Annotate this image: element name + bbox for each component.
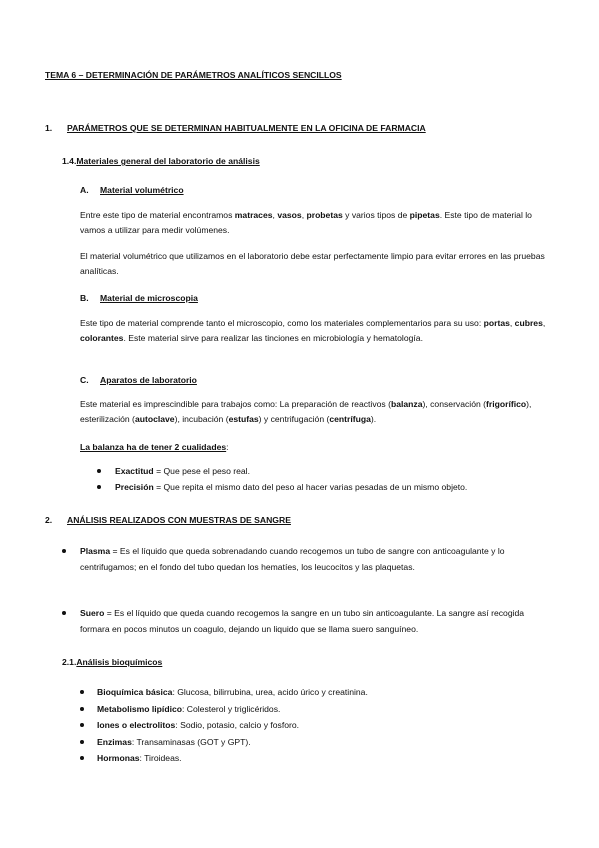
bold-text: cubres: [514, 318, 543, 328]
text: ), conservación (: [422, 399, 487, 409]
bold-text: colorantes: [80, 332, 124, 343]
bullet-icon: [97, 469, 101, 473]
item-a-title: Material volumétrico: [100, 185, 184, 195]
bold-text: portas: [483, 318, 510, 328]
plasma-definition: [80, 544, 545, 575]
section-2-title: ANÁLISIS REALIZADOS CON MUESTRAS DE SANGRE: [67, 515, 291, 525]
item-b-letter: B.: [80, 293, 89, 303]
balanza-heading-colon: :: [226, 442, 229, 452]
item-b-heading: [80, 293, 198, 304]
bullet-icon: [80, 707, 84, 711]
list-item-text: : Sodio, potasio, calcio y fosforo.: [175, 720, 300, 730]
text: ).: [370, 413, 377, 424]
bold-text: frigorífico: [486, 399, 527, 409]
bold-text: vasos: [277, 210, 302, 220]
list-item-text: : Glucosa, bilirrubina, urea, acido úrico y creatinina.: [172, 687, 368, 697]
text: ,: [542, 318, 546, 328]
section-1-title: PARÁMETROS QUE SE DETERMINAN HABITUALMENTE EN LA OFICINA DE FARMACIA: [67, 123, 426, 133]
text: Este material es imprescindible para trabajos como: La preparación de reactivos (: [80, 399, 391, 409]
text: Este tipo de material comprende tanto el microscopio, como los materiales complementarios para su uso:: [80, 318, 484, 328]
list-item-term: Enzimas: [97, 737, 132, 747]
text: ,: [509, 318, 515, 328]
suero-text: = Es el líquido que queda cuando recogemos la sangre en un tubo sin anticoagulante. La sangre así recogida formara en pocos minutos un coagulo, dejando un liquido que se llama suero sanguíneo.: [80, 608, 525, 634]
plasma-term: Plasma: [80, 546, 111, 556]
text: . Este tipo de material lo vamos a utilizar para medir volúmenes.: [80, 210, 532, 235]
list-item-text: = Que pese el peso real.: [153, 466, 250, 476]
text: Entre este tipo de material encontramos: [80, 210, 235, 220]
list-item-term: Iones o electrolitos: [97, 720, 176, 730]
subsection-1-4-heading: [62, 156, 260, 167]
list-item-text: : Transaminasas (GOT y GPT).: [131, 737, 251, 747]
item-a-letter: A.: [80, 185, 89, 195]
document-title: TEMA 6 – DETERMINACIÓN DE PARÁMETROS ANALÍTICOS SENCILLOS: [45, 70, 342, 80]
item-c-paragraph: [80, 397, 550, 427]
subsection-2-1-number: 2.1.: [62, 657, 77, 667]
text: ), esterilización (: [80, 399, 532, 424]
bullet-icon: [80, 723, 84, 727]
item-b-paragraph: [80, 316, 550, 346]
suero-term: Suero: [80, 608, 105, 618]
list-item-term: Bioquímica básica: [97, 687, 173, 697]
list-item-term: Metabolismo lipídico: [97, 704, 182, 714]
text: . Este material sirve para realizar las tinciones en microbiología y hematología.: [123, 332, 423, 343]
bold-text: probetas: [306, 210, 343, 220]
list-item-enzimas: [97, 737, 251, 748]
plasma-text: = Es el líquido que queda sobrenadando cuando recogemos un tubo de sangre con anticoagulante y lo centrifugamos; en el fondo del tubo quedan los hematíes, los leucocitos y las plaquetas.: [80, 546, 505, 572]
section-2-heading: [45, 515, 291, 526]
bold-text: autoclave: [134, 413, 175, 424]
bullet-icon: [80, 690, 84, 694]
bullet-icon: [62, 611, 66, 615]
text: y varios tipos de: [342, 210, 410, 220]
list-item-precision: [115, 482, 467, 493]
item-a-paragraph-2: El material volumétrico que utilizamos en el laboratorio debe estar perfectamente limpio para evitar errores en las pruebas analíticas.: [80, 251, 545, 276]
text: ) y centrifugación (: [258, 413, 330, 424]
section-2-number: 2.: [45, 515, 53, 525]
bullet-icon: [97, 485, 101, 489]
subsection-2-1-title: Análisis bioquímicos: [76, 657, 163, 667]
text: ), incubación (: [174, 413, 229, 424]
item-c-heading: [80, 375, 197, 386]
text: ,: [301, 210, 307, 220]
list-item-hormonas: [97, 753, 182, 764]
list-item-term: Precisión: [115, 482, 154, 492]
list-item-iones: [97, 720, 299, 731]
suero-definition: [80, 606, 545, 637]
list-item-term: Exactitud: [115, 466, 154, 476]
subsection-1-4-title: Materiales general del laboratorio de análisis: [76, 156, 260, 166]
item-b-title: Material de microscopia: [100, 293, 198, 303]
bold-text: pipetas: [409, 210, 440, 220]
item-c-title: Aparatos de laboratorio: [100, 375, 197, 385]
list-item-text: : Tiroideas.: [139, 753, 182, 763]
bullet-icon: [80, 756, 84, 760]
item-a-heading: [80, 185, 184, 196]
bold-text: centrífuga: [329, 413, 371, 424]
item-a-paragraph-1: [80, 208, 550, 238]
bold-text: matraces: [234, 210, 273, 220]
list-item-term: Hormonas: [97, 753, 140, 763]
balanza-heading: [80, 442, 229, 453]
subsection-1-4-number: 1.4.: [62, 156, 77, 166]
list-item-text: : Colesterol y triglicéridos.: [182, 704, 281, 714]
list-item-bioquimica: [97, 687, 368, 698]
bold-text: balanza: [390, 399, 423, 409]
bullet-icon: [80, 740, 84, 744]
text: ,: [272, 210, 278, 220]
list-item-text: = Que repita el mismo dato del peso al hacer varias pesadas de un mismo objeto.: [153, 482, 468, 492]
bold-text: estufas: [228, 413, 259, 424]
section-1-number: 1.: [45, 123, 53, 133]
subsection-2-1-heading: [62, 657, 162, 668]
balanza-heading-text: La balanza ha de tener 2 cualidades: [80, 442, 227, 452]
section-1-heading: [45, 123, 426, 134]
item-c-letter: C.: [80, 375, 89, 385]
list-item-exactitud: [115, 466, 250, 477]
bullet-icon: [62, 549, 66, 553]
list-item-metabolismo: [97, 704, 280, 715]
